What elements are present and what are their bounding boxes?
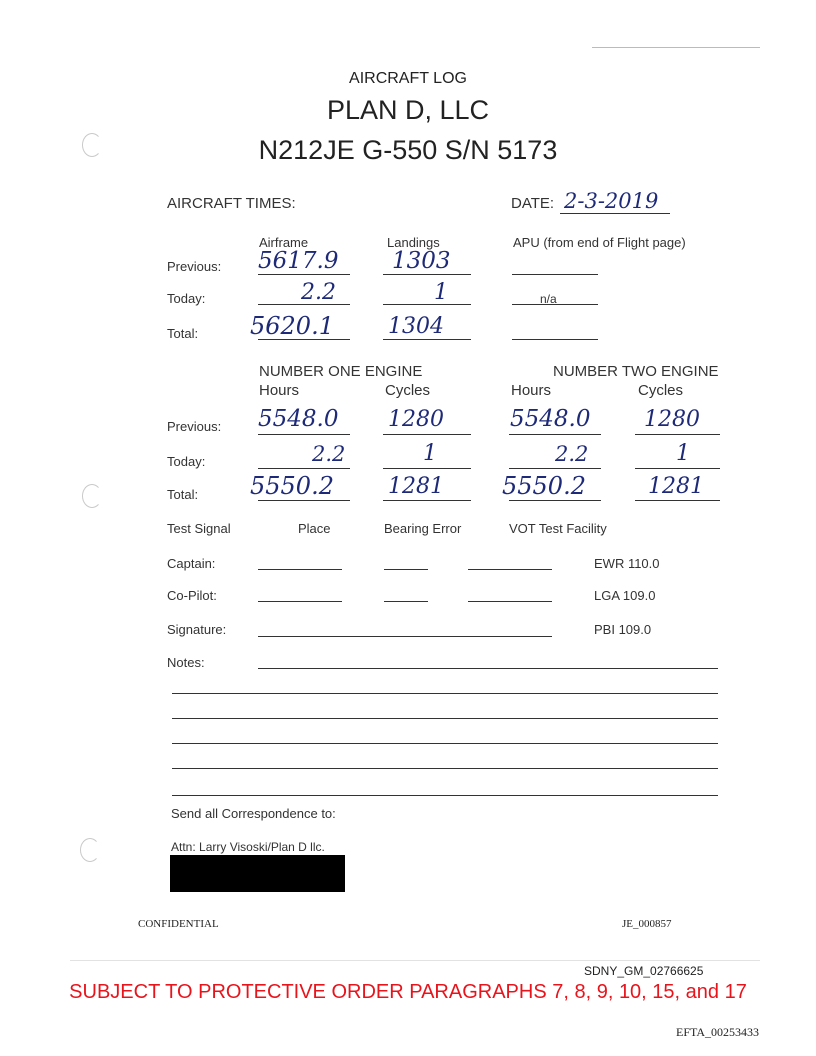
e2-cycles-value: 1281	[648, 474, 704, 499]
copilot-facility-line	[468, 601, 552, 602]
notes-line	[258, 668, 718, 669]
times-row-label: Previous:	[167, 259, 222, 274]
e1-hours-line	[258, 500, 350, 501]
date-underline	[560, 213, 670, 214]
e1-hours-value: 5548.0	[258, 406, 339, 432]
bates-je: JE_000857	[622, 918, 672, 930]
confidential-stamp: CONFIDENTIAL	[138, 918, 219, 930]
bates-sdny: SDNY_GM_02766625	[584, 964, 704, 978]
captain-bearing-line	[384, 569, 428, 570]
engine-two-hours-label: Hours	[511, 382, 552, 399]
engine-row-label: Previous:	[167, 419, 222, 434]
times-row-label: Today:	[167, 291, 206, 306]
e1-cycles-line	[383, 500, 471, 501]
scan-top-edge	[592, 47, 760, 48]
captain-label: Captain:	[167, 556, 216, 571]
correspondence-label: Send all Correspondence to:	[171, 806, 336, 821]
e1-cycles-line	[383, 468, 471, 469]
copilot-place-line	[258, 601, 342, 602]
times-airframe-line	[258, 274, 350, 275]
notes-label: Notes:	[167, 655, 205, 670]
times-landings-line	[383, 339, 471, 340]
e2-hours-value: 5550.2	[502, 472, 586, 500]
place-header: Place	[298, 521, 331, 536]
e2-cycles-value: 1280	[644, 407, 700, 432]
times-airframe-value: 5617.9	[258, 248, 339, 274]
captain-facility-line	[468, 569, 552, 570]
test-signal-header: Test Signal	[167, 521, 231, 536]
protective-order-notice: SUBJECT TO PROTECTIVE ORDER PARAGRAPHS 7, 8, 9, 10, 15, and 17	[69, 981, 747, 1003]
notes-line	[172, 693, 718, 694]
times-apu-line	[512, 274, 598, 275]
signature-line	[258, 636, 552, 637]
engine-row-label: Today:	[167, 454, 206, 469]
e2-cycles-line	[635, 500, 720, 501]
engine-one-header: NUMBER ONE ENGINE	[259, 363, 423, 380]
vot-facility: PBI 109.0	[594, 622, 652, 637]
binder-hole-middle	[82, 484, 102, 508]
binder-hole-bottom	[80, 838, 100, 862]
engine-two-header: NUMBER TWO ENGINE	[553, 363, 719, 380]
e1-hours-line	[258, 468, 350, 469]
e2-hours-value: 5548.0	[510, 406, 591, 432]
notes-line	[172, 795, 718, 796]
captain-place-line	[258, 569, 342, 570]
e1-cycles-value: 1	[423, 441, 437, 466]
times-apu-line	[512, 304, 598, 305]
e1-cycles-value: 1281	[388, 474, 444, 499]
e1-cycles-line	[383, 434, 471, 435]
times-apu-value: n/a	[540, 292, 557, 306]
company-name: PLAN D, LLC	[326, 95, 490, 125]
vot-facility: LGA 109.0	[594, 588, 656, 603]
vot-facility-header: VOT Test Facility	[509, 521, 607, 536]
notes-line	[172, 718, 718, 719]
times-airframe-line	[258, 304, 350, 305]
engine-row-label: Total:	[167, 487, 199, 502]
aircraft-times-label: AIRCRAFT TIMES:	[167, 195, 296, 212]
e1-hours-value: 5550.2	[250, 472, 334, 500]
e2-cycles-line	[635, 434, 720, 435]
log-title: AIRCRAFT LOG	[349, 70, 467, 87]
times-airframe-value: 2.2	[301, 280, 336, 305]
vot-facility: EWR 110.0	[594, 556, 660, 571]
e2-hours-line	[509, 500, 601, 501]
date-value: 2-3-2019	[564, 189, 659, 213]
e2-hours-line	[509, 434, 601, 435]
times-landings-value: 1	[434, 280, 448, 305]
landings-header: Landings	[387, 235, 440, 250]
times-landings-value: 1303	[392, 248, 451, 274]
efta-number: EFTA_00253433	[676, 1025, 760, 1039]
copilot-label: Co-Pilot:	[167, 588, 217, 603]
scan-bottom-edge	[70, 960, 760, 961]
e1-cycles-value: 1280	[388, 407, 444, 432]
times-airframe-line	[258, 339, 350, 340]
e2-hours-value: 2.2	[555, 442, 589, 466]
e2-cycles-value: 1	[676, 441, 690, 466]
copilot-bearing-line	[384, 601, 428, 602]
notes-line	[172, 768, 718, 769]
times-row-label: Total:	[167, 326, 199, 341]
redaction-box	[170, 855, 345, 892]
airframe-header: Airframe	[259, 235, 309, 250]
times-apu-line	[512, 339, 598, 340]
bearing-error-header: Bearing Error	[384, 521, 462, 536]
apu-header: APU (from end of Flight page)	[513, 235, 686, 250]
engine-two-cycles-label: Cycles	[638, 382, 684, 399]
e1-hours-value: 2.2	[312, 442, 346, 466]
signature-label: Signature:	[167, 622, 227, 637]
times-landings-line	[383, 274, 471, 275]
attn-line: Attn: Larry Visoski/Plan D llc.	[171, 840, 325, 854]
times-airframe-value: 5620.1	[250, 312, 334, 340]
engine-one-hours-label: Hours	[259, 382, 300, 399]
aircraft-id: N212JE G-550 S/N 5173	[258, 135, 558, 165]
times-landings-value: 1304	[388, 314, 444, 339]
e2-cycles-line	[635, 468, 720, 469]
e2-hours-line	[509, 468, 601, 469]
engine-one-cycles-label: Cycles	[385, 382, 431, 399]
times-landings-line	[383, 304, 471, 305]
notes-line	[172, 743, 718, 744]
e1-hours-line	[258, 434, 350, 435]
date-label: DATE:	[511, 195, 555, 212]
